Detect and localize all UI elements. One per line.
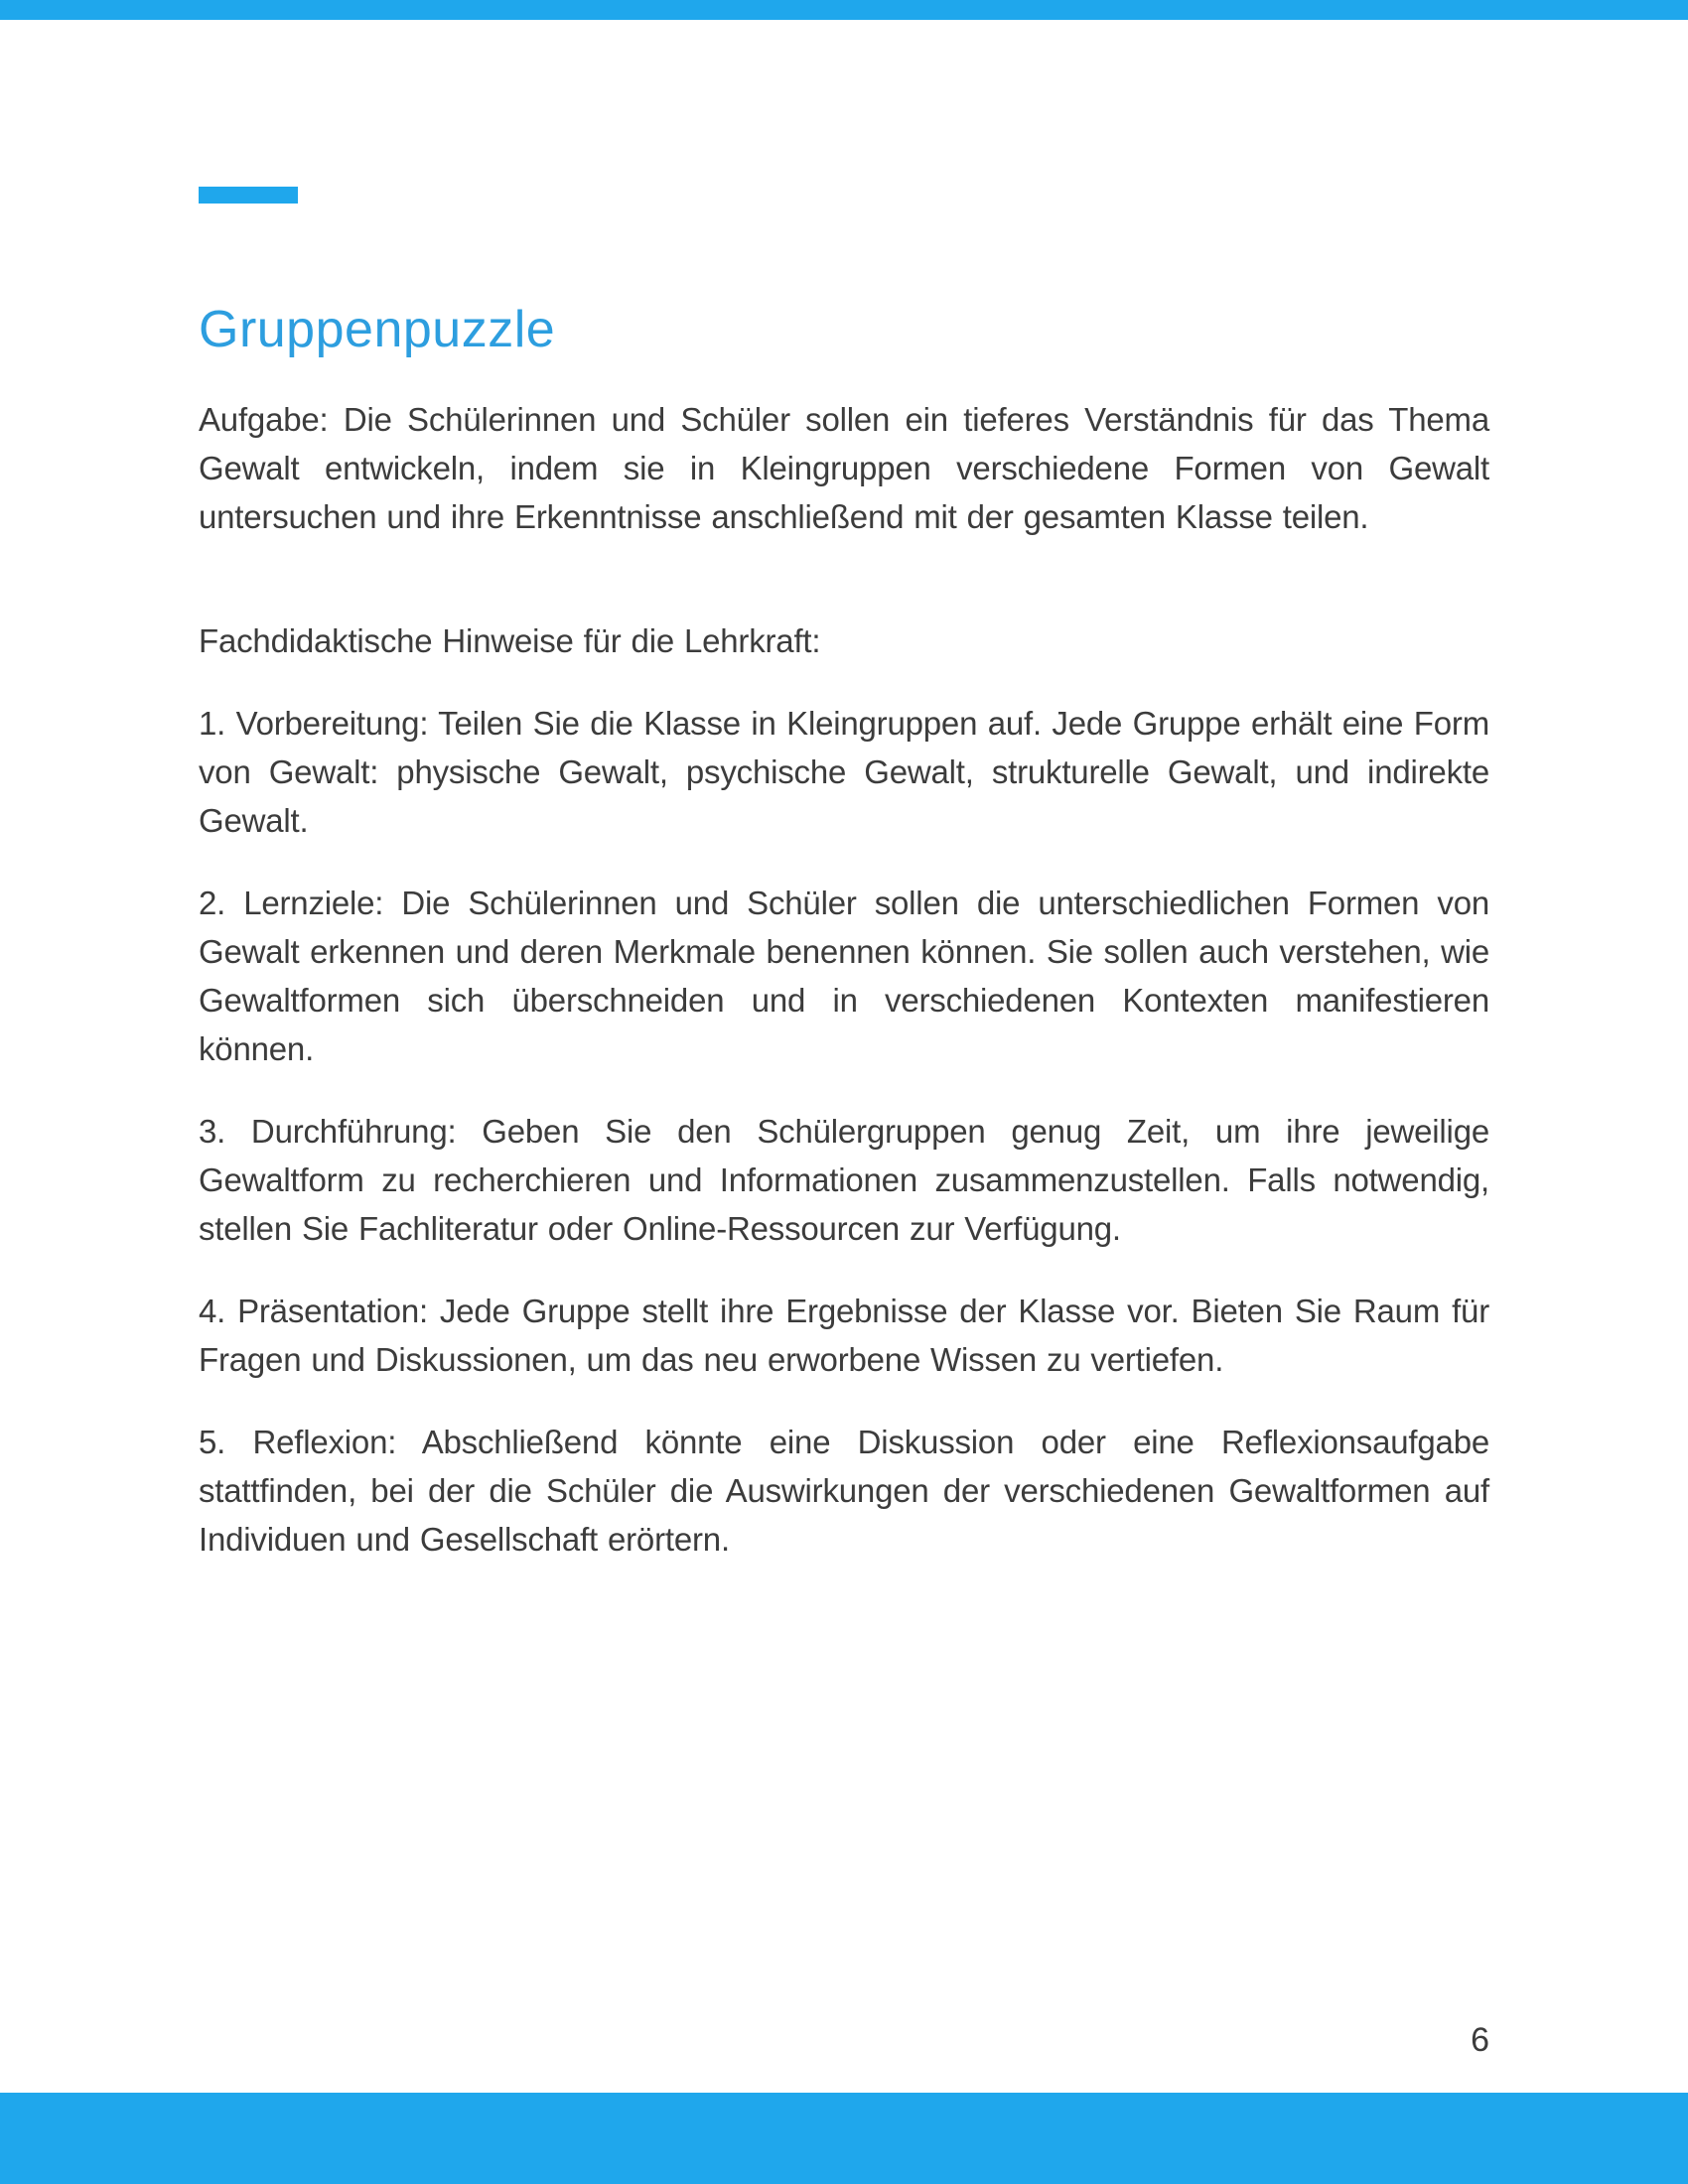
top-accent-bar [0,0,1688,20]
step-paragraph-4: 4. Präsentation: Jede Gruppe stellt ihre Ergebnisse der Klasse vor. Bieten Sie Raum für Fragen und Diskussionen, um das neu erworbene Wissen zu vertiefen. [199,1293,1489,1378]
page-content [199,395,1489,1597]
page-title: Gruppenpuzzle [199,301,556,358]
step-paragraph-1: 1. Vorbereitung: Teilen Sie die Klasse in Kleingruppen auf. Jede Gruppe erhält eine Form von Gewalt: physische Gewalt, psychische Gewalt, strukturelle Gewalt, und indirekte Gewalt. [199,705,1489,839]
page-number: 6 [1471,2021,1489,2059]
bottom-accent-bar [0,2093,1688,2184]
step-paragraph-5: 5. Reflexion: Abschließend könnte eine Diskussion oder eine Reflexionsaufgabe stattfinden, bei der die Schüler die Auswirkungen der verschiedenen Gewaltformen auf Individuen und Gesellschaft erörtern. [199,1424,1489,1558]
step-paragraph-2: 2. Lernziele: Die Schülerinnen und Schüler sollen die unterschiedlichen Formen von Gewalt erkennen und deren Merkmale benennen können. Sie sollen auch verstehen, wie Gewaltformen sich überschneiden und in verschiedenen Kontexten manifestieren können. [199,885,1489,1067]
title-accent-mark [199,187,298,204]
section-heading: Fachdidaktische Hinweise für die Lehrkraft: [199,622,821,659]
intro-paragraph: Aufgabe: Die Schülerinnen und Schüler sollen ein tieferes Verständnis für das Thema Gewalt entwickeln, indem sie in Kleingruppen verschiedene Formen von Gewalt untersuchen und ihre Erkenntnisse anschließend mit der gesamten Klasse teilen. [199,401,1489,535]
step-paragraph-3: 3. Durchführung: Geben Sie den Schülergruppen genug Zeit, um ihre jeweilige Gewaltform zu recherchieren und Informationen zusammenzustellen. Falls notwendig, stellen Sie Fachliteratur oder Online-Ressourcen zur Verfügung. [199,1113,1489,1247]
